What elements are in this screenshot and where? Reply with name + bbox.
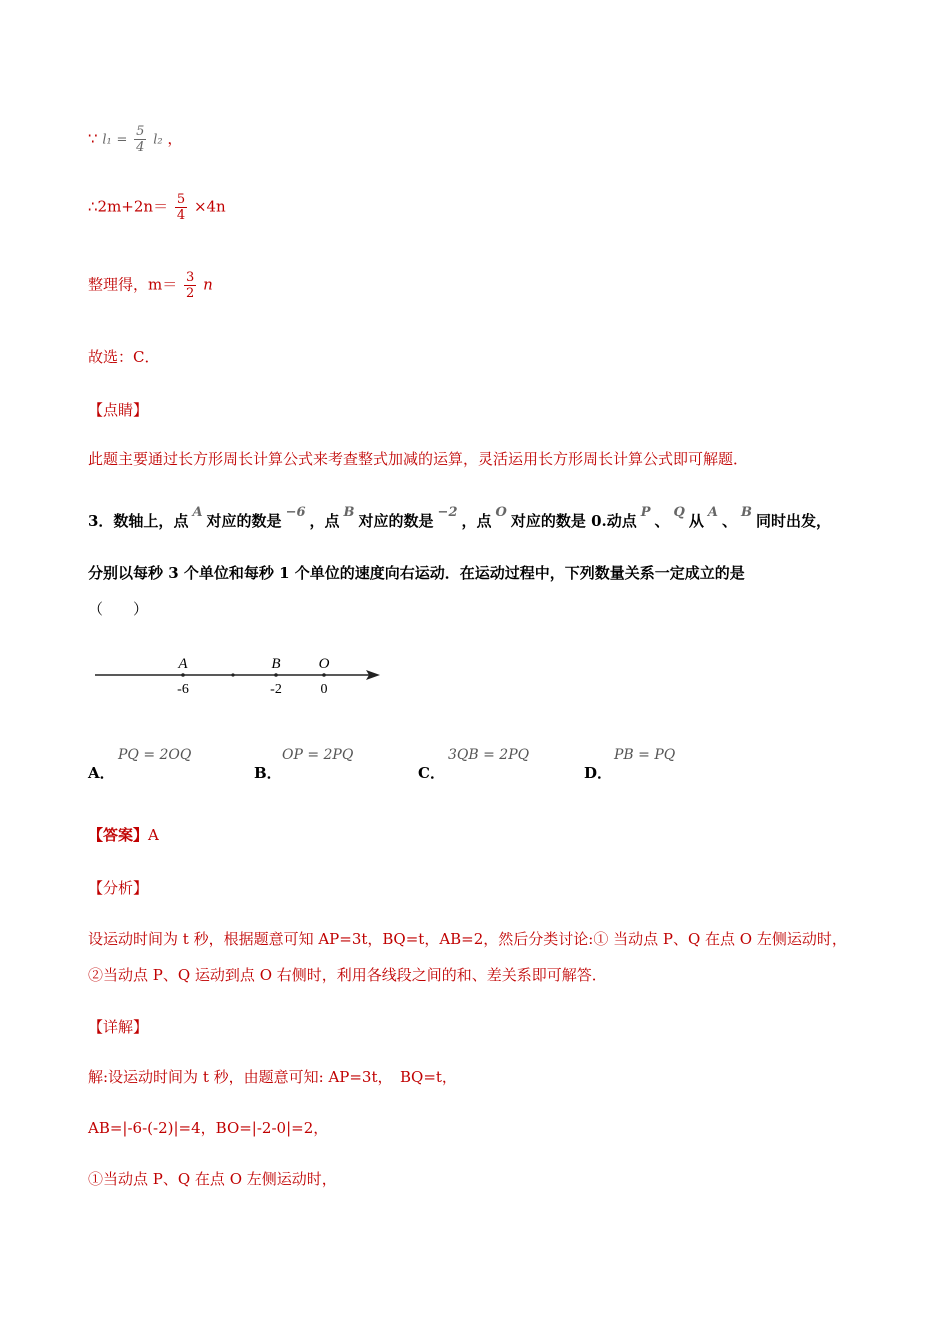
point-b-label-2: B bbox=[740, 505, 752, 520]
equation-left: ∴2m+2n＝ bbox=[88, 197, 169, 216]
q-text-8: 从 bbox=[688, 512, 704, 530]
nl-label-a: A bbox=[178, 656, 188, 672]
because-symbol: ∵ bbox=[88, 129, 98, 148]
comment-tag: 【点睛】 bbox=[88, 401, 149, 419]
point-p-label: P bbox=[640, 505, 651, 520]
option-d-label[interactable]: D． bbox=[584, 764, 613, 782]
fraction-3-2: $\frac{3}{2}$ bbox=[186, 270, 195, 301]
point-a-dot bbox=[181, 673, 185, 677]
simplify-left: 整理得，m＝ bbox=[88, 275, 178, 294]
option-b-expr: OP = 2PQ bbox=[282, 747, 354, 763]
detail-text-3: ①当动点 P、Q 在点 O 左侧运动时， bbox=[88, 1170, 337, 1188]
point-b-label: B bbox=[343, 505, 355, 520]
point-o-label: O bbox=[495, 505, 507, 520]
fraction-5-4-b: $\frac{5}{4}$ bbox=[176, 192, 186, 223]
q-text-6: 对应的数是 0.动点 bbox=[510, 512, 637, 530]
nl-value-a: -6 bbox=[177, 682, 189, 697]
analysis-tag: 【分析】 bbox=[88, 879, 149, 897]
solution-line-2 bbox=[88, 192, 226, 223]
solution-line-1 bbox=[88, 124, 182, 155]
q-text-4: 对应的数是 bbox=[358, 512, 434, 530]
point-q-label: Q bbox=[673, 505, 685, 520]
q-text-10: 同时出发， bbox=[755, 512, 831, 530]
value-neg6: −6 bbox=[285, 505, 306, 520]
l2-symbol: l₂ bbox=[153, 132, 163, 148]
q-text-1: 3．数轴上，点 bbox=[88, 512, 189, 530]
option-a-label[interactable]: A． bbox=[88, 764, 115, 782]
nl-value-o: 0 bbox=[320, 682, 328, 697]
simplify-right: n bbox=[203, 275, 213, 294]
tick-mid-dot bbox=[231, 673, 234, 676]
q-text-5: ，点 bbox=[461, 512, 492, 530]
point-a-label-2: A bbox=[707, 505, 718, 520]
q-text-7: 、 bbox=[654, 512, 670, 530]
analysis-text-2: ②当动点 P、Q 运动到点 O 右侧时，利用各线段之间的和、差关系即可解答． bbox=[88, 966, 607, 984]
q-text-2: 对应的数是 bbox=[206, 512, 282, 530]
option-d-expr: PB = PQ bbox=[614, 747, 676, 763]
detail-tag: 【详解】 bbox=[88, 1018, 149, 1036]
equation-right: ×4n bbox=[193, 197, 226, 216]
nl-label-o: O bbox=[318, 656, 330, 672]
choice-line: 故选：C． bbox=[88, 348, 160, 366]
q-text-9: 、 bbox=[721, 512, 737, 530]
value-neg2: −2 bbox=[437, 505, 458, 520]
answer-paren: （ ） bbox=[88, 600, 149, 618]
comment-text: 此题主要通过长方形周长计算公式来考查整式加减的运算，灵活运用长方形周长计算公式即可解题． bbox=[88, 450, 749, 468]
comma: ， bbox=[167, 129, 183, 148]
option-b-label[interactable]: B． bbox=[254, 764, 282, 782]
answer-tag: 【答案】 bbox=[88, 826, 149, 844]
solution-line-3 bbox=[88, 270, 213, 301]
question-line-2: 分别以每秒 3 个单位和每秒 1 个单位的速度向右运动．在运动过程中，下列数量关系一定成立的是 bbox=[88, 564, 745, 582]
point-o-dot bbox=[322, 673, 326, 677]
l1-symbol: l₁ bbox=[102, 132, 112, 148]
point-a-label: A bbox=[192, 505, 203, 520]
equals-sign: = bbox=[116, 132, 128, 148]
option-a-expr: PQ = 2OQ bbox=[118, 747, 192, 763]
number-line-figure bbox=[90, 648, 390, 708]
fraction-5-4: $\frac{5}{4}$ bbox=[136, 124, 145, 155]
option-c-expr: 3QB = 2PQ bbox=[448, 747, 530, 763]
answer-value: A bbox=[148, 826, 159, 844]
option-c-label[interactable]: C． bbox=[418, 764, 445, 782]
question-line-1 bbox=[88, 505, 831, 531]
detail-text-1: 解:设运动时间为 t 秒，由题意可知: AP=3t， BQ=t， bbox=[88, 1068, 457, 1086]
nl-value-b: -2 bbox=[270, 682, 282, 697]
point-b-dot bbox=[274, 673, 278, 677]
nl-label-b: B bbox=[271, 656, 281, 672]
answer-line bbox=[88, 824, 159, 845]
detail-text-2: AB=|-6-(-2)|=4，BO=|-2-0|=2， bbox=[88, 1119, 329, 1137]
analysis-text-1: 设运动时间为 t 秒，根据题意可知 AP=3t，BQ=t，AB=2，然后分类讨论:① 当动点 P、Q 在点 O 左侧运动时， bbox=[88, 930, 847, 948]
q-text-3: ，点 bbox=[309, 512, 340, 530]
